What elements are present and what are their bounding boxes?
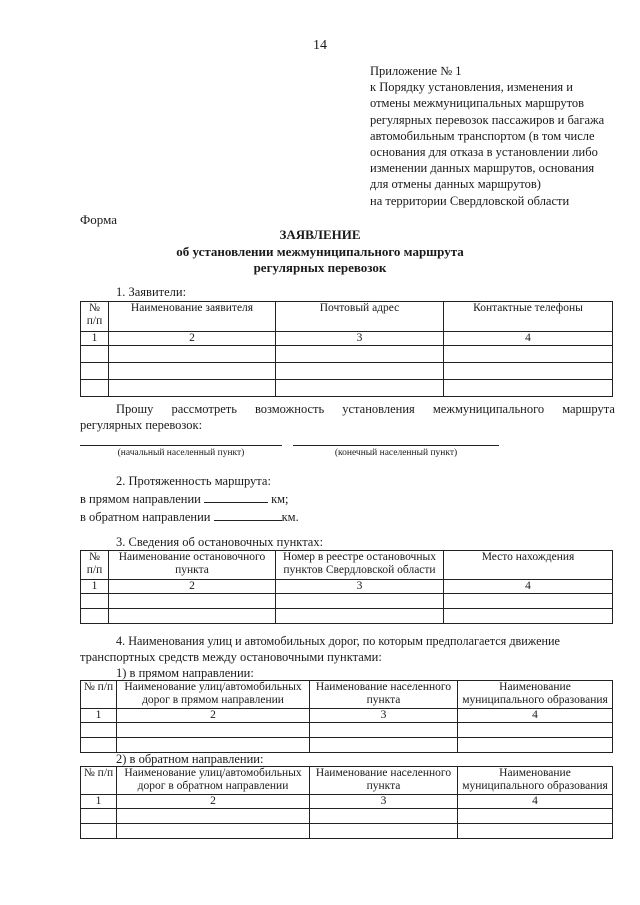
column-number: 4 xyxy=(444,580,613,594)
request-word: рассмотреть xyxy=(171,402,237,416)
column-number: 4 xyxy=(458,795,613,809)
request-line-2: регулярных перевозок: xyxy=(80,418,203,432)
section4-line-2: транспортных средств между остановочными пунктами: xyxy=(80,650,382,664)
table-row xyxy=(81,824,613,839)
column-number: 2 xyxy=(109,332,276,346)
column-number: 3 xyxy=(276,580,444,594)
appendix-line: регулярных перевозок пассажиров и багажа xyxy=(370,112,605,127)
forward-direction-title: 1) в прямом направлении: xyxy=(116,666,254,680)
column-header: Номер в реестре остановочных пунктов Свердловской области xyxy=(276,551,444,580)
table-row xyxy=(81,346,613,363)
column-header: Наименование остановочного пункта xyxy=(109,551,276,580)
section4-line-1: 4. Наименования улиц и автомобильных дорог, по которым предполагается движение xyxy=(116,634,560,648)
start-point-line xyxy=(80,445,282,446)
appendix-line: изменении данных маршрутов, основания xyxy=(370,161,595,176)
page-number: 14 xyxy=(313,38,327,53)
end-point-line xyxy=(293,445,499,446)
section1-title: 1. Заявители: xyxy=(116,285,187,299)
table-row xyxy=(81,609,613,624)
backward-length-blank xyxy=(214,508,282,521)
column-header: Наименование населенного пункта xyxy=(310,681,458,709)
column-number: 1 xyxy=(81,709,117,723)
forward-length xyxy=(80,490,289,507)
section3-title: 3. Сведения об остановочных пунктах: xyxy=(116,535,324,549)
column-number: 1 xyxy=(81,795,117,809)
appendix-line: для отмены данных маршрутов) xyxy=(370,177,541,192)
table-row xyxy=(81,380,613,397)
forward-roads-table xyxy=(80,680,613,753)
column-header: Наименование заявителя xyxy=(109,302,276,332)
table-header-row xyxy=(81,551,613,580)
table-header-row xyxy=(81,767,613,795)
table-numbering-row xyxy=(81,332,613,346)
column-header: Наименование улиц/автомобильных дорог в прямом направлении xyxy=(117,681,310,709)
column-number: 1 xyxy=(81,332,109,346)
table-row xyxy=(81,594,613,609)
table-numbering-row xyxy=(81,580,613,594)
stops-table xyxy=(80,550,613,624)
appendix-line: отмены межмуниципальных маршрутов xyxy=(370,96,585,111)
request-line-1 xyxy=(116,402,615,417)
forward-length-label: в прямом направлении xyxy=(80,492,201,506)
backward-direction-title: 2) в обратном направлении: xyxy=(116,752,264,766)
column-number: 1 xyxy=(81,580,109,594)
column-number: 4 xyxy=(444,332,613,346)
appendix-line: автомобильным транспортом (в том числе xyxy=(370,128,595,143)
appendix-line: основания для отказа в установлении либо xyxy=(370,145,598,160)
column-number: 2 xyxy=(109,580,276,594)
column-number: 3 xyxy=(310,795,458,809)
request-word: межмуниципального xyxy=(432,402,545,416)
heading-title: ЗАЯВЛЕНИЕ xyxy=(279,227,361,242)
column-header: № п/п xyxy=(81,302,109,332)
table-numbering-row xyxy=(81,795,613,809)
start-point-caption: (начальный населенный пункт) xyxy=(117,448,245,458)
column-number: 2 xyxy=(117,709,310,723)
column-number: 4 xyxy=(458,709,613,723)
column-header: № п/п xyxy=(81,681,117,709)
column-header: Наименование улиц/автомобильных дорог в обратном направлении xyxy=(117,767,310,795)
column-header: № п/п xyxy=(81,551,109,580)
column-number: 3 xyxy=(310,709,458,723)
appendix-line: на территории Свердловской области xyxy=(370,193,570,208)
forward-length-blank xyxy=(204,490,268,503)
appendix-line: к Порядку установления, изменения и xyxy=(370,80,573,95)
request-word: маршрута xyxy=(562,402,615,416)
column-header: Наименование муниципального образования xyxy=(458,767,613,795)
appendix-block xyxy=(370,63,630,209)
document-heading xyxy=(0,227,640,277)
column-header: Наименование муниципального образования xyxy=(458,681,613,709)
column-number: 3 xyxy=(276,332,444,346)
section2-title: 2. Протяженность маршрута: xyxy=(116,474,271,488)
request-word: возможность xyxy=(254,402,325,416)
forward-length-unit: км; xyxy=(271,492,289,506)
table-numbering-row xyxy=(81,709,613,723)
backward-length xyxy=(80,508,299,525)
column-header: Контактные телефоны xyxy=(444,302,613,332)
request-word: Прошу xyxy=(116,402,154,416)
column-number: 2 xyxy=(117,795,310,809)
backward-roads-table xyxy=(80,766,613,839)
form-label: Форма xyxy=(80,212,117,227)
backward-length-unit: км. xyxy=(281,510,299,524)
end-point-caption: (конечный населенный пункт) xyxy=(334,448,458,458)
applicants-table xyxy=(80,301,613,397)
request-word: установления xyxy=(342,402,415,416)
appendix-line: Приложение № 1 xyxy=(370,64,462,78)
heading-subtitle-2: регулярных перевозок xyxy=(253,260,387,275)
table-row xyxy=(81,738,613,753)
column-header: № п/п xyxy=(81,767,117,795)
table-row xyxy=(81,809,613,824)
heading-subtitle: об установлении межмуниципального маршрута xyxy=(176,243,464,259)
table-row xyxy=(81,363,613,380)
table-header-row xyxy=(81,302,613,332)
backward-length-label: в обратном направлении xyxy=(80,510,211,524)
table-header-row xyxy=(81,681,613,709)
column-header: Место нахождения xyxy=(444,551,613,580)
column-header: Почтовый адрес xyxy=(276,302,444,332)
table-row xyxy=(81,723,613,738)
column-header: Наименование населенного пункта xyxy=(310,767,458,795)
